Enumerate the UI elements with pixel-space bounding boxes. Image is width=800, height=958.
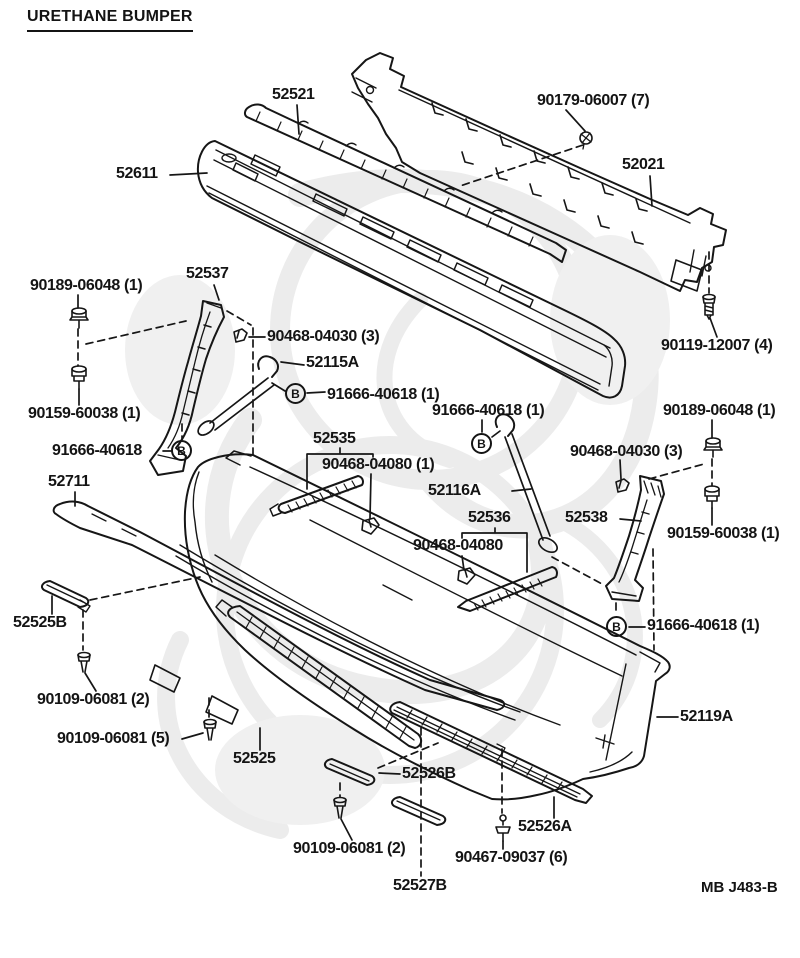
- part-label-52537: 52537: [186, 265, 229, 282]
- part-label-52115A: 52115A: [306, 354, 359, 371]
- part-label-52525B: 52525B: [13, 614, 67, 631]
- part-label-90468-04030-right: 90468-04030 (3): [570, 443, 683, 460]
- part-label-52535: 52535: [313, 430, 356, 447]
- screw-90119-icon: [703, 295, 715, 320]
- part-label-90189-06048-right: 90189-06048 (1): [663, 402, 776, 419]
- part-label-52611: 52611: [116, 165, 158, 182]
- part-label-52521: 52521: [272, 86, 315, 103]
- part-label-90468-04080-2: 90468-04080: [413, 537, 503, 554]
- part-label-91666-40618-left: 91666-40618: [52, 442, 142, 459]
- part-label-52525: 52525: [233, 750, 276, 767]
- figure-code: MB J483-B: [701, 879, 778, 896]
- part-label-52711: 52711: [48, 473, 90, 490]
- screw-90467-icon: [496, 815, 510, 841]
- part-label-52526A: 52526A: [518, 818, 572, 835]
- part-label-90109-06081-2-right: 90109-06081 (2): [293, 840, 406, 857]
- bolt-90189-left-icon: [70, 308, 88, 328]
- screw-90159-left-icon: [72, 366, 86, 389]
- part-label-90159-60038-left: 90159-60038 (1): [28, 405, 141, 422]
- part-label-52119A: 52119A: [680, 708, 733, 725]
- part-label-90179-06007: 90179-06007 (7): [537, 92, 650, 109]
- part-label-90468-04030-left: 90468-04030 (3): [267, 328, 380, 345]
- circled-b-symbol-mid: B: [285, 383, 306, 404]
- part-label-52527B: 52527B: [393, 877, 447, 894]
- part-label-52536: 52536: [468, 509, 511, 526]
- screw-90159-right-icon: [705, 486, 719, 508]
- part-label-52538: 52538: [565, 509, 608, 526]
- part-label-52116A: 52116A: [428, 482, 481, 499]
- screw-90109-5-icon: [204, 720, 216, 741]
- part-label-90159-60038-right: 90159-60038 (1): [667, 525, 780, 542]
- part-label-90468-04080-1: 90468-04080 (1): [322, 456, 435, 473]
- part-label-91666-40618-center: 91666-40618 (1): [432, 402, 545, 419]
- part-label-91666-40618-right: 91666-40618 (1): [647, 617, 760, 634]
- part-label-52526B: 52526B: [402, 765, 456, 782]
- circled-b-symbol-left: B: [171, 440, 192, 461]
- part-52525B-strip: [42, 581, 90, 612]
- circled-b-symbol-center: B: [471, 433, 492, 454]
- part-label-90119-12007: 90119-12007 (4): [661, 337, 773, 354]
- part-label-91666-40618-mid: 91666-40618 (1): [327, 386, 440, 403]
- screw-90109-left-icon: [78, 653, 90, 673]
- bolt-90189-right-icon: [704, 438, 722, 457]
- circled-b-symbol-right: B: [606, 616, 627, 637]
- part-52527B-strip: [392, 797, 445, 825]
- clip-90468-04030-left-icon: [234, 329, 247, 342]
- part-label-90109-06081-5: 90109-06081 (5): [57, 730, 170, 747]
- page-title: URETHANE BUMPER: [27, 8, 193, 32]
- part-label-90109-06081-2-left: 90109-06081 (2): [37, 691, 150, 708]
- part-label-90189-06048-left: 90189-06048 (1): [30, 277, 143, 294]
- part-label-52021: 52021: [622, 156, 665, 173]
- nut-90179-icon: [580, 132, 592, 149]
- part-label-90467-09037: 90467-09037 (6): [455, 849, 568, 866]
